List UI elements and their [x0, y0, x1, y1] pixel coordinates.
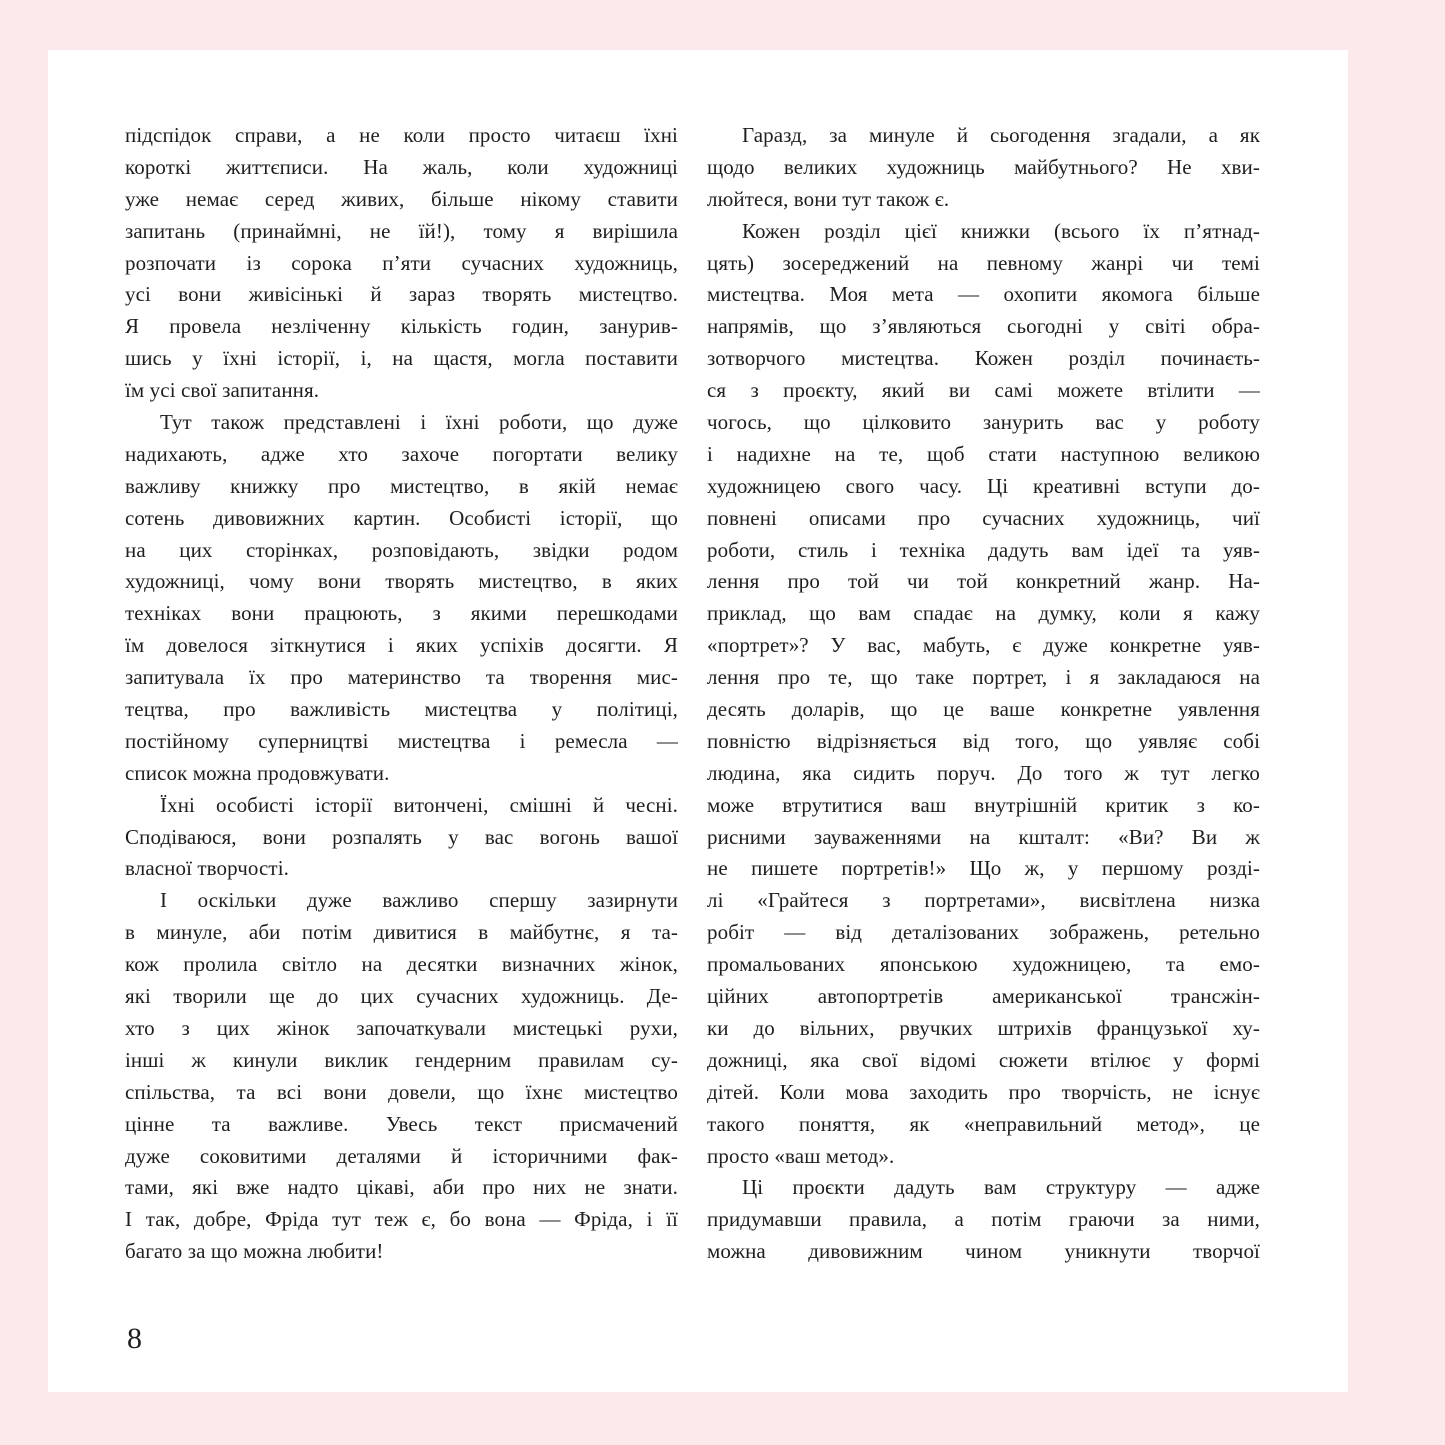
text-line: дітей. Коли мова заходить про творчість, не існує [707, 1079, 1260, 1104]
text-line: техніках вони працюють, з якими перешкодами [125, 601, 678, 626]
paragraph [125, 120, 678, 407]
text-line: сотень дивовижних картин. Особисті історії, що [125, 505, 678, 530]
text-line: мистецтва. Моя мета — охопити якомога більше [707, 282, 1260, 307]
text-line: хто з цих жінок започаткували мистецькі рухи, [125, 1015, 678, 1040]
text-line: тами, які вже надто цікаві, аби про них не знати. [125, 1175, 678, 1200]
text-line: їм довелося зіткнутися і яких успіхів досягти. Я [125, 633, 678, 658]
text-line: інші ж кинули виклик гендерним правилам су- [125, 1047, 678, 1072]
text-line: Ці проєкти дадуть вам структуру — адже [742, 1175, 1260, 1200]
text-line: і надихне на те, щоб стати наступною великою [707, 441, 1260, 466]
text-line: розпочати із сорока п’яти сучасних художниць, [125, 250, 678, 275]
text-line: такого поняття, як «неправильний метод», це [707, 1111, 1260, 1136]
text-line: дуже соковитими деталями й історичними фак- [125, 1143, 678, 1168]
text-line: приклад, що вам спадає на думку, коли я кажу [707, 601, 1260, 626]
text-line: Їхні особисті історії витончені, смішні й чесні. [160, 792, 678, 817]
text-line: багато за що можна любити! [125, 1239, 384, 1264]
text-line: надихають, адже хто захоче погортати велику [125, 441, 678, 466]
paragraph [125, 885, 678, 1268]
paragraph [125, 407, 678, 790]
text-line: повністю відрізняється від того, що уявляє собі [707, 728, 1260, 753]
text-line: запитань (принаймні, не їй!), тому я вирішила [125, 218, 678, 243]
text-line: робіт — від деталізованих зображень, ретельно [707, 920, 1260, 945]
text-line: промальованих японською художницею, та емо- [707, 952, 1260, 977]
text-line: які творили ще до цих сучасних художниць. Де- [125, 984, 678, 1009]
text-line: уже немає серед живих, більше нікому ставити [125, 186, 678, 211]
text-line: тецтва, про важливість мистецтва у політиці, [125, 697, 678, 722]
text-line: їм усі свої запитання. [125, 378, 320, 403]
text-line: не пишете портретів!» Що ж, у першому розді- [707, 856, 1260, 881]
text-line: людина, яка сидить поруч. До того ж тут легко [707, 760, 1260, 785]
text-line: шись у їхні історії, і, на щастя, могла поставити [125, 346, 678, 371]
text-line: лення про те, що таке портрет, і я закладаюся на [707, 665, 1260, 690]
text-line: лі «Грайтеся з портретами», висвітлена низка [707, 888, 1260, 913]
text-line: придумавши правила, а потім граючи за ними, [707, 1207, 1260, 1232]
text-line: важливу книжку про мистецтво, в якій немає [125, 473, 678, 498]
text-line: короткі життєписи. На жаль, коли художниці [125, 154, 678, 179]
text-line: можна дивовижним чином уникнути творчої [707, 1239, 1260, 1264]
text-line: люйтеся, вони тут також є. [707, 186, 950, 211]
text-line: просто «ваш метод». [707, 1143, 895, 1168]
text-line: рисними зауваженнями на кшталт: «Ви? Ви ж [707, 824, 1260, 849]
text-line: підспідок справи, а не коли просто читаєш їхні [125, 123, 678, 147]
text-line: чогось, що цілковито занурить вас у роботу [707, 410, 1260, 435]
text-line: зотворчого мистецтва. Кожен розділ починаєть- [707, 346, 1260, 371]
text-line: в минуле, аби потім дивитися в майбутнє, я та- [125, 920, 678, 945]
text-line: власної творчості. [125, 856, 289, 881]
text-line: усі вони живісінькі й зараз творять мистецтво. [125, 282, 678, 307]
paragraph [707, 120, 1260, 216]
text-line: може втрутитися ваш внутрішній критик з ко- [707, 792, 1260, 817]
text-line: на цих сторінках, розповідають, звідки родом [125, 537, 678, 562]
text-line: Сподіваюся, вони розпалять у вас вогонь вашої [125, 824, 678, 849]
text-line: художниці, чому вони творять мистецтво, в яких [125, 569, 678, 594]
text-column-left [125, 120, 678, 1268]
text-line: цять) зосереджений на певному жанрі чи темі [707, 250, 1260, 275]
text-line: ки до вільних, рвучких штрихів французької ху- [707, 1015, 1260, 1040]
text-line: лення про той чи той конкретний жанр. На- [707, 569, 1260, 594]
text-line: роботи, стиль і техніка дадуть вам ідеї та уяв- [707, 537, 1260, 562]
paragraph [707, 216, 1260, 1173]
text-line: кож пролила світло на десятки визначних жінок, [125, 952, 678, 977]
text-line: спільства, та всі вони довели, що їхнє мистецтво [125, 1079, 678, 1104]
text-line: Кожен розділ цієї книжки (всього їх п’ятнад- [742, 218, 1260, 243]
text-line: дожниці, яка свої відомі сюжети втілює у формі [707, 1047, 1260, 1072]
text-line: щодо великих художниць майбутнього? Не хви- [707, 154, 1260, 179]
text-line: напрямів, що з’являються сьогодні у світі обра- [707, 314, 1260, 339]
text-line: ся з проєкту, який ви самі можете втілити — [707, 378, 1260, 403]
text-line: художницею свого часу. Ці креативні вступи до- [707, 473, 1260, 498]
text-line: І так, добре, Фріда тут теж є, бо вона — Фріда, і її [125, 1207, 678, 1232]
text-line: постійному суперництві мистецтва і ремесла — [125, 728, 678, 753]
text-line: список можна продовжувати. [125, 760, 390, 785]
text-line: Я провела незліченну кількість годин, занурив- [125, 314, 678, 339]
page-number: 8 [127, 1322, 142, 1355]
paragraph [707, 1172, 1260, 1268]
text-line: Гаразд, за минуле й сьогодення згадали, а як [742, 123, 1260, 147]
text-line: «портрет»? У вас, мабуть, є дуже конкретне уяв- [707, 633, 1260, 658]
text-line: цінне та важливе. Увесь текст присмачений [125, 1111, 678, 1136]
text-line: ційних автопортретів американської трансжін- [707, 984, 1260, 1009]
book-page [48, 50, 1348, 1392]
text-line: І оскільки дуже важливо спершу зазирнути [160, 888, 678, 913]
text-line: десять доларів, що це ваше конкретне уявлення [707, 697, 1260, 722]
text-line: повнені описами про сучасних художниць, чиї [707, 505, 1260, 530]
text-column-right [707, 120, 1260, 1268]
paragraph [125, 790, 678, 886]
text-line: запитувала їх про материнство та творення мис- [125, 665, 678, 690]
text-line: Тут також представлені і їхні роботи, що дуже [160, 410, 678, 435]
